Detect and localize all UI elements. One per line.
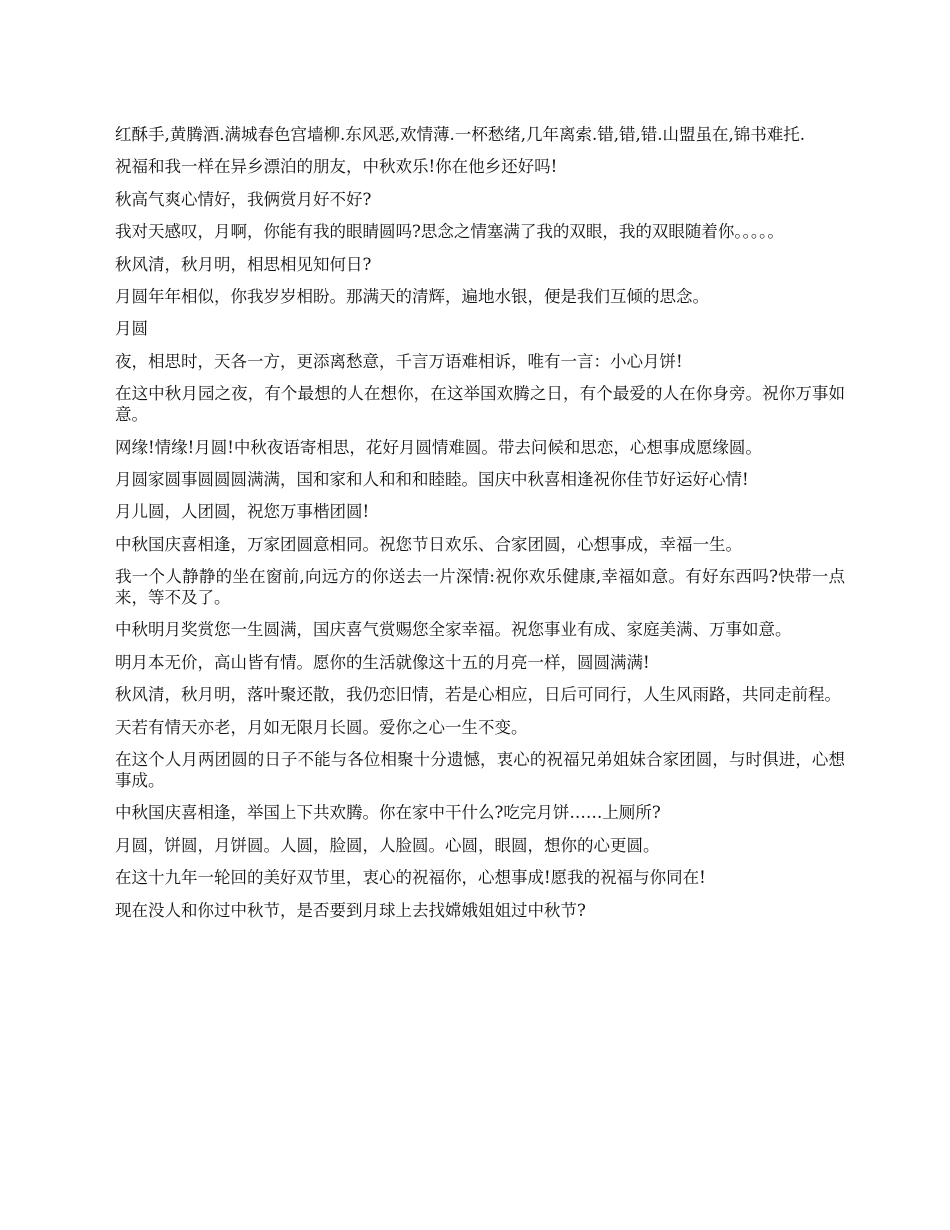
paragraph-1: 红酥手,黄腾酒.满城春色宫墙柳.东风恶,欢情薄.一杯愁绪,几年离索.错,错,错.山盟虽在,锦书难托. — [115, 125, 805, 144]
paragraph-14: 我一个人静静的坐在窗前,向远方的你送去一片深情:祝你欢乐健康,幸福如意。有好东西吗?快带一点来，等不及了。 — [115, 567, 845, 608]
paragraph-4: 我对天感叹，月啊，你能有我的眼睛圆吗?思念之情塞满了我的双眼，我的双眼随着你。。。。。 — [115, 222, 784, 242]
paragraph-15: 中秋明月奖赏您一生圆满，国庆喜气赏赐您全家幸福。祝您事业有成、家庭美满、万事如意。 — [115, 620, 792, 640]
document-page — [115, 124, 845, 932]
paragraph-7: 月圆 — [115, 319, 148, 339]
paragraph-6: 月圆年年相似，你我岁岁相盼。那满天的清辉，遍地水银，便是我们互倾的思念。 — [115, 286, 709, 306]
paragraph-20: 中秋国庆喜相逢，举国上下共欢腾。你在家中干什么?吃完月饼……上厕所? — [115, 803, 661, 823]
paragraph-3: 秋高气爽心情好，我俩赏月好不好? — [115, 189, 372, 209]
paragraph-23: 现在没人和你过中秋节，是否要到月球上去找嫦娥姐姐过中秋节? — [115, 900, 586, 920]
paragraph-8: 夜，相思时，天各一方，更添离愁意，千言万语难相诉，唯有一言：小心月饼! — [115, 351, 683, 371]
paragraph-21: 月圆，饼圆，月饼圆。人圆，脸圆，人脸圆。心圆，眼圆，想你的心更圆。 — [115, 835, 660, 855]
paragraph-17: 秋风清，秋月明，落叶聚还散，我仍恋旧情，若是心相应，日后可同行，人生风雨路，共同走前程。 — [115, 685, 841, 705]
paragraph-18: 天若有情天亦老，月如无限月长圆。爱你之心一生不变。 — [115, 717, 528, 737]
paragraph-5: 秋风清，秋月明，相思相见知何日? — [115, 254, 372, 274]
paragraph-9: 在这中秋月园之夜，有个最想的人在想你，在这举国欢腾之日，有个最爱的人在你身旁。祝你万事如意。 — [115, 384, 845, 425]
paragraph-16: 明月本无价，高山皆有情。愿你的生活就像这十五的月亮一样，圆圆满满! — [115, 652, 650, 672]
paragraph-22: 在这十九年一轮回的美好双节里，衷心的祝福你，心想事成!愿我的祝福与你同在! — [115, 868, 706, 888]
paragraph-11: 月圆家圆事圆圆圆满满，国和家和人和和和睦睦。国庆中秋喜相逢祝你佳节好运好心情! — [115, 469, 749, 489]
paragraph-13: 中秋国庆喜相逢，万家团圆意相同。祝您节日欢乐、合家团圆，心想事成，幸福一生。 — [115, 534, 742, 554]
paragraph-2: 祝福和我一样在异乡漂泊的朋友，中秋欢乐!你在他乡还好吗! — [115, 157, 558, 177]
paragraph-19: 在这个人月两团圆的日子不能与各位相聚十分遗憾，衷心的祝福兄弟姐妹合家团圆，与时俱进，心想事成。 — [115, 750, 845, 791]
paragraph-10: 网缘!情缘!月圆!中秋夜语寄相思，花好月圆情难圆。带去问候和思恋，心想事成愿缘圆。 — [115, 437, 762, 457]
paragraph-12: 月儿圆，人团圆，祝您万事楷团圆! — [115, 502, 370, 522]
